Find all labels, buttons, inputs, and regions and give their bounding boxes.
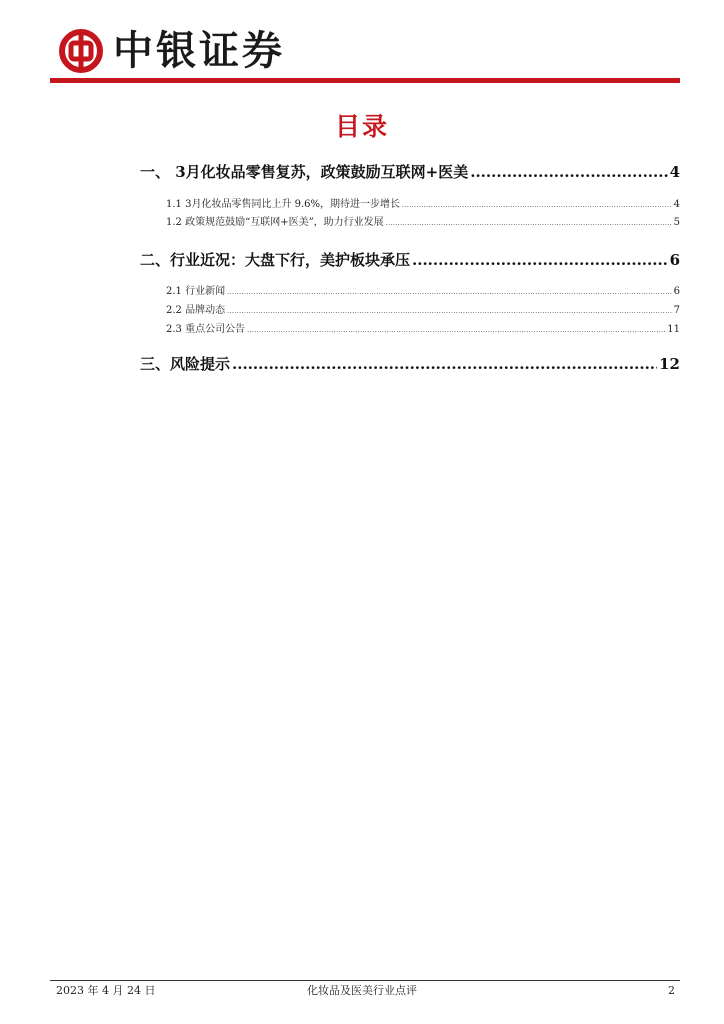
toc-dot-leader [232,354,657,374]
toc-entry-page: 12 [659,355,680,373]
toc-entry-section-2-3[interactable] [166,323,680,338]
toc-dot-leader [247,323,665,338]
toc-entry-section-2-1[interactable] [166,285,680,300]
toc-entry-section-1-1[interactable] [166,198,680,213]
toc-entry-page: 11 [667,324,680,335]
toc-entry-page: 6 [673,286,680,297]
toc-entry-text: 二、行业近况：大盘下行，美护板块承压 [140,251,411,269]
page-header [0,0,724,90]
toc-dot-leader [470,162,667,182]
toc-dot-leader [412,250,668,270]
toc-entry-section-3[interactable] [140,354,680,374]
toc-entry-text: 一、 3月化妆品零售复苏，政策鼓励互联网+医美 [140,163,469,181]
toc-entry-page: 5 [673,217,680,228]
toc-dot-leader [227,304,672,319]
toc-entry-text: 2.3 重点公司公告 [166,324,246,335]
footer-divider [50,980,680,981]
toc-entry-text: 2.2 品牌动态 [166,305,226,316]
header-divider [50,78,680,83]
brand-name: 中银证券 [113,28,285,74]
toc-entry-section-2[interactable] [140,250,680,270]
toc-entry-text: 2.1 行业新闻 [166,286,226,297]
footer-date: 2023 年 4 月 24 日 [56,984,156,997]
toc-entry-text: 1.2 政策规范鼓励“互联网+医美”，助力行业发展 [166,217,384,228]
toc-dot-leader [227,285,672,300]
toc-entry-page: 4 [673,199,680,210]
toc-dot-leader [386,216,672,231]
toc-entry-section-1-2[interactable] [166,216,680,231]
footer-page-number: 2 [668,984,675,997]
toc-entry-section-2-2[interactable] [166,304,680,319]
toc-title: 目录 [334,112,389,141]
toc-entry-text: 三、风险提示 [140,355,231,373]
bank-of-china-logo-icon [58,28,104,74]
toc-entry-page: 6 [669,251,680,269]
footer-report-title: 化妆品及医美行业点评 [307,984,417,997]
toc-entry-page: 4 [669,163,680,181]
toc-entry-section-1[interactable] [140,162,680,182]
toc-entry-text: 1.1 3月化妆品零售同比上升 9.6%，期待进一步增长 [166,199,401,210]
toc-entry-page: 7 [673,305,680,316]
toc-dot-leader [402,198,672,213]
